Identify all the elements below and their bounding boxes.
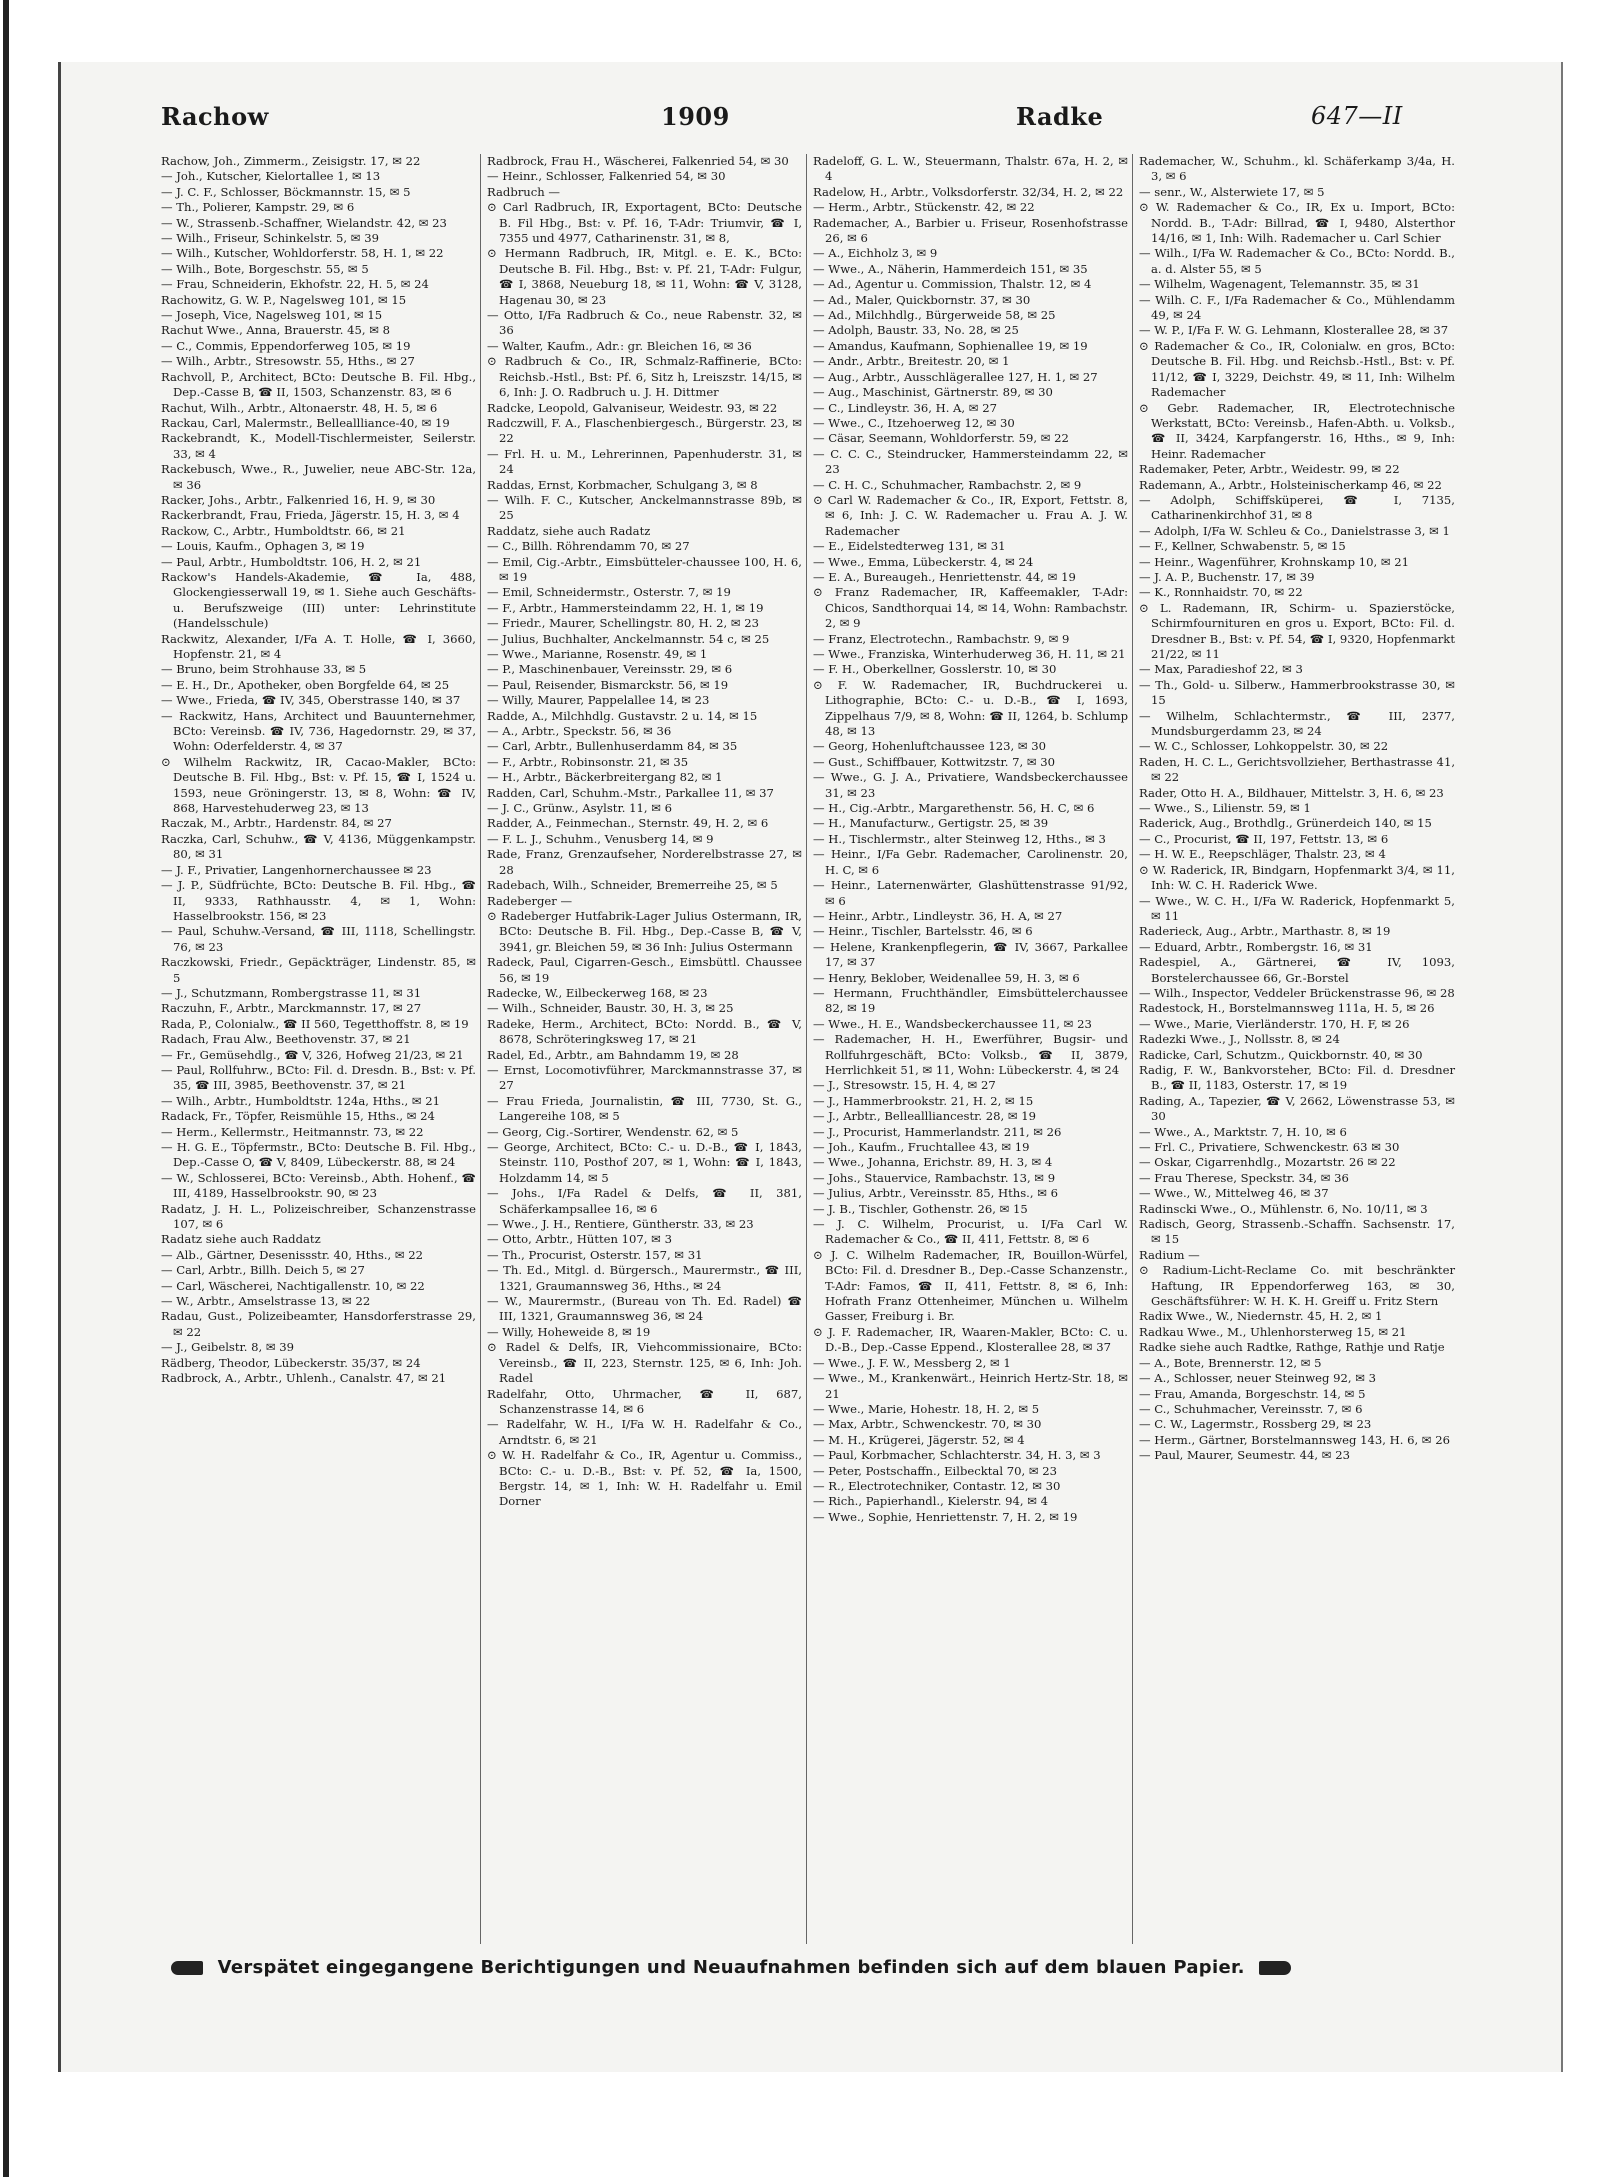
directory-entry: — Helene, Krankenpflegerin, ☎ IV, 3667, Parkallee 17, ✉ 37 — [813, 939, 1128, 970]
directory-entry: — Wwe., H. E., Wandsbeckerchaussee 11, ✉ 23 — [813, 1016, 1092, 1031]
directory-entry: Radeberger — — [487, 893, 573, 908]
directory-entry: — Wilh., Inspector, Veddeler Brückenstrasse 96, ✉ 28 — [1139, 985, 1455, 1000]
directory-entry: Radinscki Wwe., O., Mühlenstr. 6, No. 10/11, ✉ 3 — [1139, 1201, 1428, 1216]
directory-entry: — Amandus, Kaufmann, Sophienallee 19, ✉ 19 — [813, 338, 1088, 353]
directory-entry: — K., Ronnhaidstr. 70, ✉ 22 — [1139, 585, 1303, 600]
directory-entry: — Walter, Kaufm., Adr.: gr. Bleichen 16, ✉ 36 — [487, 338, 752, 353]
directory-entry: — Heinr., Laternenwärter, Glashüttenstrasse 91/92, ✉ 6 — [813, 878, 1128, 908]
directory-entry: Raderieck, Aug., Arbtr., Marthastr. 8, ✉ 19 — [1139, 924, 1391, 939]
directory-entry: Radeck, Paul, Cigarren-Gesch., Eimsbüttl. Chaussee 56, ✉ 19 — [487, 955, 802, 985]
directory-entry: Rada, P., Colonialw., ☎ II 560, Tegetthoffstr. 8, ✉ 19 — [161, 1016, 469, 1031]
directory-entry: — Wwe., Sophie, Henriettenstr. 7, H. 2, ✉ 19 — [813, 1509, 1078, 1524]
directory-entry: — Wwe., A., Marktstr. 7, H. 10, ✉ 6 — [1139, 1124, 1347, 1139]
directory-entry: — Wilh. F. C., Kutscher, Anckelmannstrasse 89b, ✉ 25 — [487, 492, 802, 523]
footer-text: Verspätet eingegangene Berichtigungen und Neuaufnahmen befinden sich auf dem blauen Papier. — [217, 1957, 1245, 1978]
directory-entry: — F., Arbtr., Robinsonstr. 21, ✉ 35 — [487, 754, 689, 769]
directory-entry: — Paul, Rollfuhrw., BCto: Fil. d. Dresdn. B., Bst: v. Pf. 35, ☎ III, 3985, Beethovenstr. 37, ✉ 21 — [161, 1062, 476, 1093]
pointing-hand-icon — [1259, 1961, 1291, 1975]
directory-entry: — J., Geibelstr. 8, ✉ 39 — [161, 1340, 295, 1355]
directory-entry: — Cäsar, Seemann, Wohldorferstr. 59, ✉ 22 — [813, 431, 1069, 446]
directory-entry: Rachvoll, P., Architect, BCto: Deutsche B. Fil. Hbg., Dep.-Casse B, ☎ II, 1503, Schanzenstr. 83, ✉ 6 — [161, 369, 476, 400]
directory-entry: — Th., Gold- u. Silberw., Hammerbrookstrasse 30, ✉ 15 — [1139, 677, 1455, 708]
directory-entry: — Carl, Arbtr., Billh. Deich 5, ✉ 27 — [161, 1263, 365, 1278]
directory-entry: — H. G. E., Töpfermstr., BCto: Deutsche B. Fil. Hbg., Dep.-Casse O, ☎ V, 8409, Lübeckerstr. 88, ✉ 24 — [161, 1140, 476, 1170]
directory-entry: — H., Tischlermstr., alter Steinweg 12, Hths., ✉ 3 — [813, 831, 1106, 846]
directory-entry: — Max, Arbtr., Schwenckestr. 70, ✉ 30 — [813, 1417, 1042, 1432]
directory-entry: Radeloff, G. L. W., Steuermann, Thalstr. 67a, H. 2, ✉ 4 — [813, 154, 1128, 184]
directory-entry: — Andr., Arbtr., Breitestr. 20, ✉ 1 — [813, 354, 1010, 369]
directory-entry: — Wwe., Frieda, ☎ IV, 345, Oberstrasse 140, ✉ 37 — [161, 693, 461, 708]
directory-entry: — Hermann, Fruchthändler, Eimsbüttelerchaussee 82, ✉ 19 — [813, 985, 1128, 1016]
directory-entry: — J., Procurist, Hammerlandstr. 211, ✉ 26 — [813, 1124, 1062, 1139]
directory-entry: — Heinr., Tischler, Bartelsstr. 46, ✉ 6 — [813, 924, 1033, 939]
directory-entry: — H., Manufacturw., Gertigstr. 25, ✉ 39 — [813, 816, 1049, 831]
directory-entry: — Wwe., S., Lilienstr. 59, ✉ 1 — [1139, 801, 1311, 816]
directory-entry: — J. B., Tischler, Gothenstr. 26, ✉ 15 — [813, 1201, 1028, 1216]
page-number: 647—II — [1311, 102, 1403, 130]
directory-entry: — Franz, Electrotechn., Rambachstr. 9, ✉ 9 — [813, 631, 1070, 646]
directory-entry: Rachut Wwe., Anna, Brauerstr. 45, ✉ 8 — [161, 323, 391, 338]
directory-entry: — Max, Paradieshof 22, ✉ 3 — [1139, 662, 1303, 677]
directory-entry: Raczkowski, Friedr., Gepäckträger, Lindenstr. 85, ✉ 5 — [161, 955, 476, 985]
directory-entry: — C., Procurist, ☎ II, 197, Fettstr. 13, ✉ 6 — [1139, 831, 1389, 846]
directory-entry: Raddatz, siehe auch Radatz — [487, 523, 651, 538]
directory-entry: — Willy, Hoheweide 8, ✉ 19 — [487, 1324, 651, 1339]
directory-entry: Rading, A., Tapezier, ☎ V, 2662, Löwenstrasse 53, ✉ 30 — [1139, 1093, 1455, 1124]
directory-entry: — Emil, Schneidermstr., Osterstr. 7, ✉ 19 — [487, 585, 731, 600]
directory-entry: — Otto, I/Fa Radbruch & Co., neue Rabenstr. 32, ✉ 36 — [487, 308, 802, 338]
directory-entry: — Ad., Maler, Quickbornstr. 37, ✉ 30 — [813, 292, 1031, 307]
header-year: 1909 — [661, 102, 730, 131]
directory-entry: Rackerbrandt, Frau, Frieda, Jägerstr. 15, H. 3, ✉ 4 — [161, 508, 460, 523]
directory-columns — [161, 154, 1461, 1944]
directory-entry: — Wilhelm, Schlachtermstr., ☎ III, 2377, Mundsburgerdamm 23, ✉ 24 — [1139, 708, 1455, 739]
directory-entry: Rademaker, Peter, Arbtr., Weidestr. 99, ✉ 22 — [1139, 462, 1400, 477]
directory-entry: — Paul, Arbtr., Humboldtstr. 106, H. 2, ✉ 21 — [161, 554, 422, 569]
directory-entry: — Heinr., Wagenführer, Krohnskamp 10, ✉ 21 — [1139, 554, 1409, 569]
directory-entry: — Radelfahr, W. H., I/Fa W. H. Radelfahr & Co., Arndtstr. 6, ✉ 21 — [487, 1417, 802, 1447]
directory-entry: Radestock, H., Borstelmannsweg 111a, H. 5, ✉ 26 — [1139, 1001, 1435, 1016]
directory-entry: — Th. Ed., Mitgl. d. Bürgersch., Maurermstr., ☎ III, 1321, Graumannsweg 36, Hths., ✉ 24 — [487, 1263, 802, 1293]
directory-entry: — J. F., Privatier, Langenhornerchaussee ✉ 23 — [161, 862, 432, 877]
directory-entry: — Alb., Gärtner, Desenissstr. 40, Hths., ✉ 22 — [161, 1247, 423, 1262]
directory-entry: — Wwe., C., Itzehoerweg 12, ✉ 30 — [813, 415, 1015, 430]
directory-entry: — J. P., Südfrüchte, BCto: Deutsche B. Fil. Hbg., ☎ II, 9333, Rathhausstr. 4, ✉ 1, Wohn: Hasselbrookstr. 156, ✉ 23 — [161, 878, 476, 923]
directory-entry: ⊙ W. Rademacher & Co., IR, Ex u. Import, BCto: Nordd. B., T-Adr: Billrad, ☎ I, 9480, Alsterthor 14/16, ✉ 1, Inh: Wilh. Rademacher u. Carl Schier — [1139, 200, 1455, 246]
directory-entry: — Th., Polierer, Kampstr. 29, ✉ 6 — [161, 200, 355, 215]
directory-entry: — A., Eichholz 3, ✉ 9 — [813, 246, 938, 261]
directory-entry: Radczwill, F. A., Flaschenbiergesch., Bürgerstr. 23, ✉ 22 — [487, 415, 802, 446]
directory-entry: — A., Arbtr., Speckstr. 56, ✉ 36 — [487, 724, 672, 739]
directory-entry: — George, Architect, BCto: C.- u. D.-B., ☎ I, 1843, Steinstr. 110, Posthof 207, ✉ 1, Wohn: ☎ I, 1843, Holzdamm 14, ✉ 5 — [487, 1140, 802, 1185]
directory-entry: — Wwe., J. F. W., Messberg 2, ✉ 1 — [813, 1355, 1011, 1370]
directory-entry: — Friedr., Maurer, Schellingstr. 80, H. 2, ✉ 23 — [487, 616, 759, 631]
directory-entry: — Gust., Schiffbauer, Kottwitzstr. 7, ✉ 30 — [813, 754, 1056, 769]
directory-entry: — Willy, Maurer, Pappelallee 14, ✉ 23 — [487, 693, 710, 708]
directory-entry: ⊙ W. H. Radelfahr & Co., IR, Agentur u. Commiss., BCto: C.- u. D.-B., Bst: v. Pf. 52, ☎ Ia, 1500, Bergstr. 14, ✉ 1, Inh: W. H. Radelfahr u. Emil Dorner — [487, 1448, 802, 1509]
directory-entry: Radatz, J. H. L., Polizeischreiber, Schanzenstrasse 107, ✉ 6 — [161, 1201, 476, 1232]
directory-entry: — Wilh., Schneider, Baustr. 30, H. 3, ✉ 25 — [487, 1001, 734, 1016]
directory-entry: — Julius, Buchhalter, Anckelmannstr. 54 c, ✉ 25 — [487, 631, 770, 646]
directory-entry: Raden, H. C. L., Gerichtsvollzieher, Berthastrasse 41, ✉ 22 — [1139, 754, 1455, 785]
directory-entry: — E., Eidelstedterweg 131, ✉ 31 — [813, 539, 1006, 554]
directory-entry: — F., Kellner, Schwabenstr. 5, ✉ 15 — [1139, 539, 1346, 554]
directory-entry: — W., Schlosserei, BCto: Vereinsb., Abth. Hohenf., ☎ III, 4189, Hasselbrookstr. 90, ✉ 23 — [161, 1170, 476, 1201]
directory-entry: — C. H. C., Schuhmacher, Rambachstr. 2, ✉ 9 — [813, 477, 1082, 492]
directory-entry: — Adolph, Baustr. 33, No. 28, ✉ 25 — [813, 323, 1019, 338]
directory-entry: Rader, Otto H. A., Bildhauer, Mittelstr. 3, H. 6, ✉ 23 — [1139, 785, 1444, 800]
directory-entry: — P., Maschinenbauer, Vereinsstr. 29, ✉ 6 — [487, 662, 733, 677]
directory-entry: — Paul, Maurer, Seumestr. 44, ✉ 23 — [1139, 1448, 1350, 1463]
directory-entry: ⊙ F. W. Rademacher, IR, Buchdruckerei u. Lithographie, BCto: C.- u. D.-B., ☎ I, 1693, Zippelhaus 7/9, ✉ 8, Wohn: ☎ II, 1264, b. Schlump 48, ✉ 13 — [813, 677, 1128, 739]
directory-entry: — Aug., Maschinist, Gärtnerstr. 89, ✉ 30 — [813, 385, 1053, 400]
directory-entry: — Th., Procurist, Osterstr. 157, ✉ 31 — [487, 1247, 703, 1262]
directory-entry: Raderick, Aug., Brothdlg., Grünerdeich 140, ✉ 15 — [1139, 816, 1432, 831]
directory-entry: — F. L. J., Schuhm., Venusberg 14, ✉ 9 — [487, 831, 714, 846]
directory-entry: Raczuhn, F., Arbtr., Marckmannstr. 17, ✉ 27 — [161, 1001, 422, 1016]
directory-entry: Radbrock, A., Arbtr., Uhlenh., Canalstr. 47, ✉ 21 — [161, 1371, 447, 1386]
directory-entry: — J., Stresowstr. 15, H. 4, ✉ 27 — [813, 1078, 996, 1093]
directory-entry: Rackebusch, Wwe., R., Juwelier, neue ABC-Str. 12a, ✉ 36 — [161, 462, 476, 492]
directory-entry: Radach, Frau Alw., Beethovenstr. 37, ✉ 21 — [161, 1032, 411, 1047]
directory-entry: — Wwe., W. C. H., I/Fa W. Raderick, Hopfenmarkt 5, ✉ 11 — [1139, 893, 1455, 923]
directory-entry: — F., Arbtr., Hammersteindamm 22, H. 1, ✉ 19 — [487, 600, 764, 615]
directory-entry: — A., Schlosser, neuer Steinweg 92, ✉ 3 — [1139, 1371, 1377, 1386]
directory-entry: — Bruno, beim Strohhause 33, ✉ 5 — [161, 662, 367, 677]
directory-entry: — J., Schutzmann, Rombergstrasse 11, ✉ 31 — [161, 985, 422, 1000]
directory-entry: Radelfahr, Otto, Uhrmacher, ☎ II, 687, Schanzenstrasse 14, ✉ 6 — [487, 1386, 802, 1416]
directory-entry: — Wwe., A., Näherin, Hammerdeich 151, ✉ 35 — [813, 261, 1088, 276]
directory-entry: ⊙ L. Rademann, IR, Schirm- u. Spazierstöcke, Schirmfournituren en gros u. Export, BCto: Fil. d. Dresdner B., Bst: v. Pf. 54, ☎ I, 9320, Hopfenmarkt 21/22, ✉ 11 — [1139, 600, 1455, 661]
directory-entry: ⊙ Franz Rademacher, IR, Kaffeemakler, T-Adr: Chicos, Sandthorquai 14, ✉ 14, Wohn: Rambachstr. 2, ✉ 9 — [813, 585, 1128, 631]
directory-entry: — Frl. H. u. M., Lehrerinnen, Papenhuderstr. 31, ✉ 24 — [487, 446, 802, 477]
directory-entry: ⊙ J. C. Wilhelm Rademacher, IR, Bouillon-Würfel, BCto: Fil. d. Dresdner B., Dep.-Casse Schanzenstr., T-Adr: Famos, ☎ II, 411, Fettstr. 8, ✉ 6, Inh: Hofrath Franz Ottenheimer, München u. Wilhelm Gasser, Freiburg i. Br. — [813, 1247, 1128, 1324]
directory-entry: ⊙ Wilhelm Rackwitz, IR, Cacao-Makler, BCto: Deutsche B. Fil. Hbg., Bst: v. Pf. 15, ☎ I, 1524 u. 1593, neue Gröningerstr. 13, ✉ 8, Wohn: ☎ IV, 868, Harvestehuderweg 23, ✉ 13 — [161, 754, 476, 816]
directory-entry: — Wwe., Marianne, Rosenstr. 49, ✉ 1 — [487, 647, 708, 661]
directory-entry: — Heinr., Arbtr., Lindleystr. 36, H. A, ✉ 27 — [813, 908, 1063, 923]
directory-entry: Radatz siehe auch Raddatz — [161, 1232, 321, 1247]
directory-entry: — Eduard, Arbtr., Rombergstr. 16, ✉ 31 — [1139, 939, 1373, 954]
directory-entry: Raczak, M., Arbtr., Hardenstr. 84, ✉ 27 — [161, 816, 392, 831]
directory-entry: — J., Arbtr., Belleallliancestr. 28, ✉ 19 — [813, 1109, 1037, 1124]
directory-entry: — M. H., Krügerei, Jägerstr. 52, ✉ 4 — [813, 1432, 1025, 1447]
directory-entry: Radcke, Leopold, Galvaniseur, Weidestr. 93, ✉ 22 — [487, 400, 778, 415]
directory-entry: Rädberg, Theodor, Lübeckerstr. 35/37, ✉ 24 — [161, 1355, 421, 1370]
directory-entry: — Carl, Arbtr., Bullenhuserdamm 84, ✉ 35 — [487, 739, 738, 754]
page-header — [161, 102, 1461, 142]
directory-entry: — C. W., Lagermstr., Rossberg 29, ✉ 23 — [1139, 1417, 1372, 1432]
directory-entry: — W., Maurermstr., (Bureau von Th. Ed. Radel) ☎ III, 1321, Graumannsweg 36, ✉ 24 — [487, 1294, 802, 1324]
directory-entry: Radebach, Wilh., Schneider, Bremerreihe 25, ✉ 5 — [487, 878, 778, 893]
directory-entry: — Adolph, I/Fa W. Schleu & Co., Danielstrasse 3, ✉ 1 — [1139, 523, 1450, 538]
directory-entry: Rade, Franz, Grenzaufseher, Norderelbstrasse 27, ✉ 28 — [487, 847, 802, 877]
directory-entry: Radig, F. W., Bankvorsteher, BCto: Fil. d. Dresdner B., ☎ II, 1183, Osterstr. 17, ✉ 19 — [1139, 1062, 1455, 1093]
directory-entry: — Frau, Amanda, Borgeschstr. 14, ✉ 5 — [1139, 1386, 1366, 1401]
directory-entry: Radelow, H., Arbtr., Volksdorferstr. 32/34, H. 2, ✉ 22 — [813, 184, 1124, 199]
directory-entry: — Oskar, Cigarrenhdlg., Mozartstr. 26 ✉ 22 — [1139, 1155, 1396, 1170]
directory-entry: — Joh., Kaufm., Fruchtallee 43, ✉ 19 — [813, 1140, 1030, 1154]
directory-entry: Rademacher, A., Barbier u. Friseur, Rosenhofstrasse 26, ✉ 6 — [813, 215, 1128, 246]
column-2 — [487, 154, 807, 1944]
directory-entry: Rackow's Handels-Akademie, ☎ Ia, 488, Glockengiesserwall 19, ✉ 1. Siehe auch Geschäfts- u. Berufszweige (III) unter: Lehrinstitute (Handelsschule) — [161, 569, 476, 631]
directory-entry: — Heinr., Schlosser, Falkenried 54, ✉ 30 — [487, 169, 726, 184]
directory-entry: Racker, Johs., Arbtr., Falkenried 16, H. 9, ✉ 30 — [161, 492, 436, 507]
directory-entry: — senr., W., Alsterwiete 17, ✉ 5 — [1139, 184, 1325, 199]
directory-entry: — Frl. C., Privatiere, Schwenckestr. 63 ✉ 30 — [1139, 1140, 1400, 1154]
column-1 — [161, 154, 481, 1944]
directory-entry: — Carl, Wäscherei, Nachtigallenstr. 10, ✉ 22 — [161, 1278, 425, 1293]
directory-entry: — Wilhelm, Wagenagent, Telemannstr. 35, ✉ 31 — [1139, 277, 1420, 292]
header-right-keyword: Radke — [1016, 102, 1104, 131]
directory-entry: ⊙ W. Raderick, IR, Bindgarn, Hopfenmarkt 3/4, ✉ 11, Inh: W. C. H. Raderick Wwe. — [1139, 862, 1455, 893]
directory-entry: — H., Arbtr., Bäckerbreitergang 82, ✉ 1 — [487, 770, 723, 785]
directory-entry: Radium — — [1139, 1247, 1200, 1262]
directory-entry: — Frau Therese, Speckstr. 34, ✉ 36 — [1139, 1170, 1349, 1185]
directory-entry: — Rackwitz, Hans, Architect und Bauunternehmer, BCto: Vereinsb. ☎ IV, 736, Hagedornstr. 29, ✉ 37, Wohn: Oderfelderstr. 4, ✉ 37 — [161, 708, 476, 754]
page-footer-notice — [171, 1957, 1471, 1978]
directory-entry: Rademacher, W., Schuhm., kl. Schäferkamp 3/4a, H. 3, ✉ 6 — [1139, 154, 1455, 184]
directory-entry: — E. H., Dr., Apotheker, oben Borgfelde 64, ✉ 25 — [161, 677, 450, 692]
directory-entry: — Johs., I/Fa Radel & Delfs, ☎ II, 381, Schäferkampsallee 16, ✉ 6 — [487, 1186, 802, 1216]
directory-entry: — Henry, Beklober, Weidenallee 59, H. 3, ✉ 6 — [813, 970, 1080, 985]
directory-entry: — Paul, Schuhw.-Versand, ☎ III, 1118, Schellingstr. 76, ✉ 23 — [161, 924, 476, 954]
directory-entry: ⊙ Carl Radbruch, IR, Exportagent, BCto: Deutsche B. Fil Hbg., Bst: v. Pf. 16, T-Adr: Triumvir, ☎ I, 7355 und 4977, Catharinenstr. 31, ✉ 8, — [487, 200, 802, 246]
directory-entry: Rachut, Wilh., Arbtr., Altonaerstr. 48, H. 5, ✉ 6 — [161, 400, 438, 415]
directory-entry: — Julius, Arbtr., Vereinsstr. 85, Hths., ✉ 6 — [813, 1186, 1059, 1201]
directory-entry: — C. C. C., Steindrucker, Hammersteindamm 22, ✉ 23 — [813, 446, 1128, 477]
directory-entry: — Frau Frieda, Journalistin, ☎ III, 7730, St. G., Langereihe 108, ✉ 5 — [487, 1093, 802, 1124]
directory-entry: Rackow, C., Arbtr., Humboldtstr. 66, ✉ 21 — [161, 523, 406, 538]
directory-entry: Radau, Gust., Polizeibeamter, Hansdorferstrasse 29, ✉ 22 — [161, 1309, 476, 1339]
directory-entry: — J. C. Wilhelm, Procurist, u. I/Fa Carl W. Rademacher & Co., ☎ II, 411, Fettstr. 8, ✉ 6 — [813, 1217, 1128, 1247]
directory-entry: — Paul, Reisender, Bismarckstr. 56, ✉ 19 — [487, 677, 729, 692]
directory-entry: — Georg, Hohenluftchaussee 123, ✉ 30 — [813, 739, 1047, 754]
directory-entry: Raczka, Carl, Schuhw., ☎ V, 4136, Müggenkampstr. 80, ✉ 31 — [161, 831, 476, 862]
directory-entry: Rackwitz, Alexander, I/Fa A. T. Holle, ☎ I, 3660, Hopfenstr. 21, ✉ 4 — [161, 631, 476, 661]
directory-entry: Rackebrandt, K., Modell-Tischlermeister, Seilerstr. 33, ✉ 4 — [161, 431, 476, 461]
directory-entry: — H. W. E., Reepschläger, Thalstr. 23, ✉ 4 — [1139, 847, 1386, 862]
directory-entry: — Georg, Cig.-Sortirer, Wendenstr. 62, ✉ 5 — [487, 1124, 739, 1139]
directory-entry: — Wwe., J. H., Rentiere, Güntherstr. 33, ✉ 23 — [487, 1217, 754, 1232]
directory-entry: — J. C., Grünw., Asylstr. 11, ✉ 6 — [487, 801, 672, 816]
directory-entry: Radecke, W., Eilbeckerweg 168, ✉ 23 — [487, 985, 708, 1000]
directory-entry: — Wwe., Franziska, Winterhuderweg 36, H. 11, ✉ 21 — [813, 647, 1126, 661]
directory-entry: Radel, Ed., Arbtr., am Bahndamm 19, ✉ 28 — [487, 1047, 739, 1062]
directory-entry: — Ernst, Locomotivführer, Marckmannstrasse 37, ✉ 27 — [487, 1062, 802, 1093]
directory-entry: Radespiel, A., Gärtnerei, ☎ IV, 1093, Borstelerchaussee 66, Gr.-Borstel — [1139, 955, 1455, 985]
directory-entry: — Louis, Kaufm., Ophagen 3, ✉ 19 — [161, 539, 365, 554]
directory-entry: ⊙ Carl W. Rademacher & Co., IR, Export, Fettstr. 8, ✉ 6, Inh: J. C. W. Rademacher u. Frau A. J. W. Rademacher — [813, 492, 1128, 538]
directory-entry: Radke siehe auch Radtke, Rathge, Rathje und Ratje — [1139, 1340, 1445, 1355]
directory-entry: ⊙ Rademacher & Co., IR, Colonialw. en gros, BCto: Deutsche B. Fil. Hbg. und Reichsb.-Hstl., Bst: v. Pf. 11/12, ☎ I, 3229, Deichstr. 49, ✉ 11, Inh: Wilhelm Rademacher — [1139, 338, 1455, 400]
directory-entry: Rachow, Joh., Zimmerm., Zeisigstr. 17, ✉ 22 — [161, 154, 421, 168]
directory-entry: Radder, A., Feinmechan., Sternstr. 49, H. 2, ✉ 6 — [487, 816, 769, 831]
directory-entry: Rademann, A., Arbtr., Holsteinischerkamp 46, ✉ 22 — [1139, 477, 1442, 492]
directory-entry: — C., Schuhmacher, Vereinsstr. 7, ✉ 6 — [1139, 1401, 1363, 1416]
directory-entry: Radbrock, Frau H., Wäscherei, Falkenried 54, ✉ 30 — [487, 154, 789, 168]
directory-entry: — Joh., Kutscher, Kielortallee 1, ✉ 13 — [161, 169, 381, 184]
directory-entry: — W. C., Schlosser, Lohkoppelstr. 30, ✉ 22 — [1139, 739, 1389, 754]
directory-entry: ⊙ Gebr. Rademacher, IR, Electrotechnische Werkstatt, BCto: Vereinsb., Hafen-Abth. u. Volksb., ☎ II, 3424, Karpfangerstr. 16, Hths., ✉ 9, Inh: Heinr. Rademacher — [1139, 400, 1455, 461]
directory-entry: — Paul, Korbmacher, Schlachterstr. 34, H. 3, ✉ 3 — [813, 1448, 1101, 1463]
directory-entry: Rachowitz, G. W. P., Nagelsweg 101, ✉ 15 — [161, 292, 407, 307]
directory-entry: — Aug., Arbtr., Ausschlägerallee 127, H. 1, ✉ 27 — [813, 369, 1098, 384]
directory-entry: — Wwe., G. J. A., Privatiere, Wandsbeckerchaussee 31, ✉ 23 — [813, 770, 1128, 800]
directory-entry: — Herm., Arbtr., Stückenstr. 42, ✉ 22 — [813, 200, 1035, 215]
pointing-hand-icon — [171, 1961, 203, 1975]
directory-entry: — Wilh., Kutscher, Wohldorferstr. 58, H. 1, ✉ 22 — [161, 246, 444, 261]
directory-entry: — Ad., Agentur u. Commission, Thalstr. 12, ✉ 4 — [813, 277, 1092, 292]
directory-entry: — Otto, Arbtr., Hütten 107, ✉ 3 — [487, 1232, 672, 1247]
directory-entry: — Wilh., I/Fa W. Rademacher & Co., BCto: Nordd. B., a. d. Alster 55, ✉ 5 — [1139, 246, 1455, 276]
directory-entry: — Rademacher, H. H., Ewerführer, Bugsir- und Rollfuhrgeschäft, BCto: Volksb., ☎ II, 3879, Herrlichkeit 51, ✉ 11, Wohn: Lübeckerstr. 4, ✉ 24 — [813, 1032, 1128, 1077]
directory-entry: — Wilh., Arbtr., Stresowstr. 55, Hths., ✉ 27 — [161, 354, 415, 369]
directory-entry: Radix Wwe., W., Niedernstr. 45, H. 2, ✉ 1 — [1139, 1309, 1383, 1324]
directory-entry: — W. P., I/Fa F. W. G. Lehmann, Klosterallee 28, ✉ 37 — [1139, 323, 1449, 338]
directory-entry: — A., Bote, Brennerstr. 12, ✉ 5 — [1139, 1355, 1322, 1370]
directory-entry: — J. A. P., Buchenstr. 17, ✉ 39 — [1139, 569, 1315, 584]
column-4 — [1139, 154, 1459, 1944]
directory-entry: Radbruch — — [487, 184, 560, 199]
directory-entry: — F. H., Oberkellner, Gosslerstr. 10, ✉ 30 — [813, 662, 1057, 677]
directory-entry: — Wwe., M., Krankenwärt., Heinrich Hertz-Str. 18, ✉ 21 — [813, 1371, 1128, 1401]
directory-entry: — H., Cig.-Arbtr., Margarethenstr. 56, H. C, ✉ 6 — [813, 801, 1095, 816]
directory-entry: — W., Strassenb.-Schaffner, Wielandstr. 42, ✉ 23 — [161, 215, 447, 230]
directory-entry: — Wwe., W., Mittelweg 46, ✉ 37 — [1139, 1186, 1329, 1201]
directory-entry: Radack, Fr., Töpfer, Reismühle 15, Hths., ✉ 24 — [161, 1109, 435, 1124]
directory-entry: Radkau Wwe., M., Uhlenhorsterweg 15, ✉ 21 — [1139, 1324, 1407, 1339]
directory-entry: — Frau, Schneiderin, Ekhofstr. 22, H. 5, ✉ 24 — [161, 277, 429, 292]
directory-entry: — Herm., Kellermstr., Heitmannstr. 73, ✉ 22 — [161, 1124, 424, 1139]
column-3 — [813, 154, 1133, 1944]
directory-entry: ⊙ Radeberger Hutfabrik-Lager Julius Ostermann, IR, BCto: Deutsche B. Fil. Hbg., Dep.-Casse B, ☎ V, 3941, gr. Bleichen 59, ✉ 36 Inh: Julius Ostermann — [487, 908, 802, 954]
directory-entry: ⊙ Radel & Delfs, IR, Viehcommissionaire, BCto: Vereinsb., ☎ II, 223, Sternstr. 125, ✉ 6, Inh: Joh. Radel — [487, 1340, 802, 1386]
directory-entry: Radicke, Carl, Schutzm., Quickbornstr. 40, ✉ 30 — [1139, 1047, 1423, 1062]
directory-entry: Radisch, Georg, Strassenb.-Schaffn. Sachsenstr. 17, ✉ 15 — [1139, 1217, 1455, 1247]
directory-entry: — Peter, Postschaffn., Eilbecktal 70, ✉ 23 — [813, 1463, 1057, 1478]
directory-entry: Radeke, Herm., Architect, BCto: Nordd. B., ☎ V, 8678, Schröteringksweg 17, ✉ 21 — [487, 1016, 802, 1047]
directory-entry: ⊙ Hermann Radbruch, IR, Mitgl. e. E. K., BCto: Deutsche B. Fil. Hbg., Bst: v. Pf. 21, T-Adr: Fulgur, ☎ I, 3868, Neueburg 18, ✉ 11, Wohn: ☎ V, 3128, Hagenau 30, ✉ 23 — [487, 246, 802, 307]
directory-entry: — Wwe., Marie, Hohestr. 18, H. 2, ✉ 5 — [813, 1401, 1040, 1416]
directory-entry: — C., Commis, Eppendorferweg 105, ✉ 19 — [161, 338, 411, 353]
directory-entry: — Johs., Stauervice, Rambachstr. 13, ✉ 9 — [813, 1170, 1056, 1185]
directory-entry: Raddas, Ernst, Korbmacher, Schulgang 3, ✉ 8 — [487, 477, 758, 492]
directory-entry: — Wilh., Arbtr., Humboldtstr. 124a, Hths., ✉ 21 — [161, 1093, 441, 1108]
directory-entry: — Fr., Gemüsehdlg., ☎ V, 326, Hofweg 21/23, ✉ 21 — [161, 1047, 464, 1062]
directory-entry: Rackau, Carl, Malermstr., Belleallliance-40, ✉ 19 — [161, 415, 450, 430]
directory-entry: ⊙ Radium-Licht-Reclame Co. mit beschränkter Haftung, IR Eppendorferweg 163, ✉ 30, Geschäftsführer: W. H. K. H. Greiff u. Fritz Stern — [1139, 1263, 1455, 1309]
directory-page — [58, 62, 1563, 2072]
directory-entry: — Heinr., I/Fa Gebr. Rademacher, Carolinenstr. 20, H. C, ✉ 6 — [813, 847, 1128, 877]
directory-entry: — Wwe., Emma, Lübeckerstr. 4, ✉ 24 — [813, 554, 1034, 569]
directory-entry: Radezki Wwe., J., Nollsstr. 8, ✉ 24 — [1139, 1032, 1340, 1047]
directory-entry: — Herm., Gärtner, Borstelmannsweg 143, H. 6, ✉ 26 — [1139, 1432, 1450, 1447]
directory-entry: ⊙ J. F. Rademacher, IR, Waaren-Makler, BCto: C. u. D.-B., Dep.-Casse Eppend., Klosterallee 28, ✉ 37 — [813, 1324, 1128, 1355]
directory-entry: — Wwe., Marie, Vierländerstr. 170, H. F, ✉ 26 — [1139, 1016, 1410, 1031]
directory-entry: — Adolph, Schiffsküperei, ☎ I, 7135, Catharinenkirchhof 31, ✉ 8 — [1139, 492, 1455, 523]
directory-entry: — E. A., Bureaugeh., Henriettenstr. 44, ✉ 19 — [813, 569, 1076, 584]
directory-entry: — Ad., Milchhdlg., Bürgerweide 58, ✉ 25 — [813, 308, 1056, 323]
directory-entry: — W., Arbtr., Amselstrasse 13, ✉ 22 — [161, 1294, 371, 1309]
directory-entry: — J. C. F., Schlosser, Böckmannstr. 15, ✉ 5 — [161, 184, 411, 199]
directory-entry: — Wilh., Friseur, Schinkelstr. 5, ✉ 39 — [161, 231, 379, 246]
directory-entry: — Joseph, Vice, Nagelsweg 101, ✉ 15 — [161, 308, 383, 323]
directory-entry: — Rich., Papierhandl., Kielerstr. 94, ✉ 4 — [813, 1494, 1048, 1509]
directory-entry: — C., Lindleystr. 36, H. A, ✉ 27 — [813, 400, 997, 415]
directory-entry: ⊙ Radbruch & Co., IR, Schmalz-Raffinerie, BCto: Reichsb.-Hstl., Bst: Pf. 6, Sitz h, Lreiszstr. 14/15, ✉ 6, Inh: J. O. Radbruch u. J. H. Dittmer — [487, 354, 802, 400]
header-left-keyword: Rachow — [161, 102, 269, 131]
directory-entry: — Wilh. C. F., I/Fa Rademacher & Co., Mühlendamm 49, ✉ 24 — [1139, 292, 1455, 323]
directory-entry: Radde, A., Milchhdlg. Gustavstr. 2 u. 14, ✉ 15 — [487, 708, 758, 723]
directory-entry: — C., Billh. Röhrendamm 70, ✉ 27 — [487, 539, 690, 554]
directory-entry: — R., Electrotechniker, Contastr. 12, ✉ 30 — [813, 1478, 1061, 1493]
directory-entry: Radden, Carl, Schuhm.-Mstr., Parkallee 11, ✉ 37 — [487, 785, 774, 800]
directory-entry: — Wwe., Johanna, Erichstr. 89, H. 3, ✉ 4 — [813, 1155, 1053, 1170]
directory-entry: — J., Hammerbrookstr. 21, H. 2, ✉ 15 — [813, 1093, 1034, 1108]
directory-entry: — Wilh., Bote, Borgeschstr. 55, ✉ 5 — [161, 261, 369, 276]
directory-entry: — Emil, Cig.-Arbtr., Eimsbütteler-chaussee 100, H. 6, ✉ 19 — [487, 554, 802, 584]
